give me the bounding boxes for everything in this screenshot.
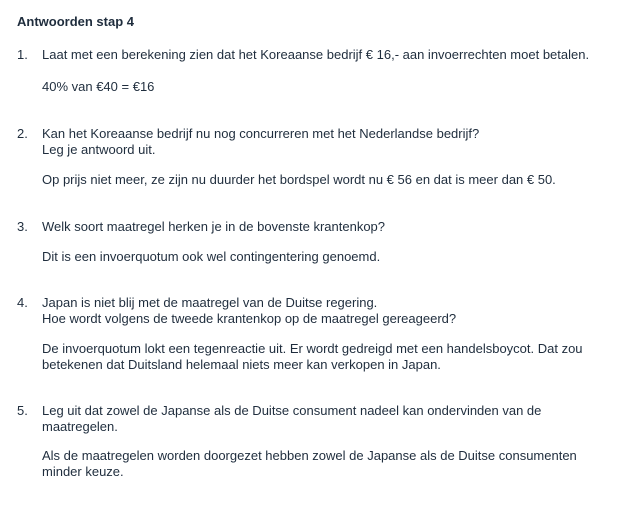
question-line: Leg je antwoord uit. xyxy=(42,142,156,157)
answer-line: Als de maatregelen worden doorgezet hebben zowel de Japanse als de Duitse consumenten xyxy=(42,448,577,463)
question-text xyxy=(42,47,607,63)
answer-line: betekenen dat Duitsland helemaal niets meer kan verkopen in Japan. xyxy=(42,357,441,372)
answer-text xyxy=(42,341,607,373)
question-line: Hoe wordt volgens de tweede krantenkop op de maatregel gereageerd? xyxy=(42,311,457,326)
answer-line: minder keuze. xyxy=(42,464,124,479)
question-text xyxy=(42,295,607,327)
question-line: Laat met een berekening zien dat het Koreaanse bedrijf € 16,- aan invoerrechten moet betalen. xyxy=(42,47,590,62)
answer-line: De invoerquotum lokt een tegenreactie uit. Er wordt gedreigd met een handelsboycot. Dat zou xyxy=(42,341,583,356)
answer-line: Dit is een invoerquotum ook wel contingentering genoemd. xyxy=(42,249,381,264)
question-line: maatregelen. xyxy=(42,419,118,434)
question-line: Welk soort maatregel herken je in de bovenste krantenkop? xyxy=(42,219,386,234)
item-number: 5. xyxy=(17,403,28,418)
answer-text xyxy=(42,172,607,188)
question-line: Japan is niet blij met de maatregel van de Duitse regering. xyxy=(42,295,378,310)
question-text xyxy=(42,126,607,158)
page-title: Antwoorden stap 4 xyxy=(17,14,135,29)
answer-text xyxy=(42,448,607,480)
question-text xyxy=(42,403,607,435)
answer-text xyxy=(42,249,607,265)
item-number: 3. xyxy=(17,219,28,234)
answer-line: 40% van €40 = €16 xyxy=(42,79,155,94)
question-line: Kan het Koreaanse bedrijf nu nog concurreren met het Nederlandse bedrijf? xyxy=(42,126,480,141)
question-text xyxy=(42,219,607,235)
answer-line: Op prijs niet meer, ze zijn nu duurder het bordspel wordt nu € 56 en dat is meer dan € 50. xyxy=(42,172,556,187)
item-number: 2. xyxy=(17,126,28,141)
answer-text xyxy=(42,79,607,95)
item-number: 1. xyxy=(17,47,28,62)
question-line: Leg uit dat zowel de Japanse als de Duitse consument nadeel kan ondervinden van de xyxy=(42,403,542,418)
item-number: 4. xyxy=(17,295,28,310)
